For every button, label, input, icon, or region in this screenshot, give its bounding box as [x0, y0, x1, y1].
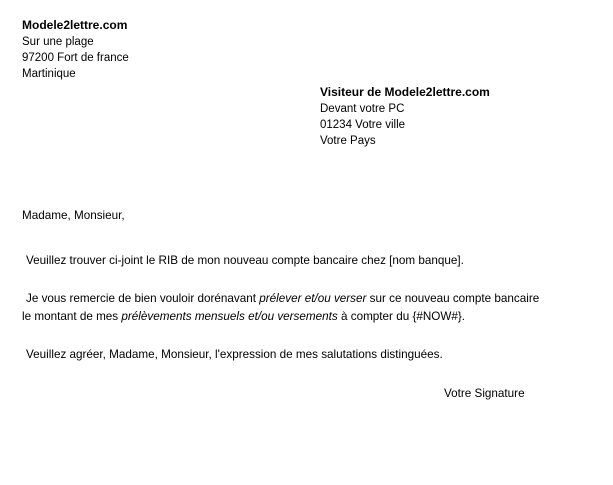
sender-company-name: Modele2lettre.com [22, 18, 128, 32]
letter-body [22, 207, 542, 364]
paragraph-2-part-2: sur ce nouveau compte bancaire le montant de mes [22, 292, 540, 323]
recipient-address-line-3: Votre Pays [320, 135, 376, 147]
recipient-address-block [320, 84, 490, 149]
body-paragraph-3: Veuillez agréer, Madame, Monsieur, l'expression de mes salutations distinguées. [26, 348, 443, 361]
paragraph-2-italic-2: prélèvements mensuels et/ou versements [121, 310, 338, 323]
salutation: Madame, Monsieur, [22, 209, 125, 222]
paragraph-2-part-3: à compter du {#NOW#}. [337, 310, 466, 323]
signature-line: Votre Signature [444, 387, 525, 400]
sender-address-block [22, 17, 129, 82]
recipient-name: Visiteur de Modele2lettre.com [320, 85, 490, 99]
body-paragraph-1: Veuillez trouver ci-joint le RIB de mon nouveau compte bancaire chez [nom banque]. [26, 254, 464, 267]
recipient-address-line-1: Devant votre PC [320, 103, 405, 115]
sender-address-line-1: Sur une plage [22, 36, 94, 48]
recipient-address-line-2: 01234 Votre ville [320, 119, 406, 131]
paragraph-2-italic-1: prélever et/ou verser [259, 292, 367, 305]
paragraph-2-part-1: Je vous remercie de bien vouloir dorénavant [26, 292, 260, 305]
sender-address-line-2: 97200 Fort de france [22, 52, 129, 64]
sender-address-line-3: Martinique [22, 68, 76, 80]
body-paragraph-2 [22, 290, 542, 326]
